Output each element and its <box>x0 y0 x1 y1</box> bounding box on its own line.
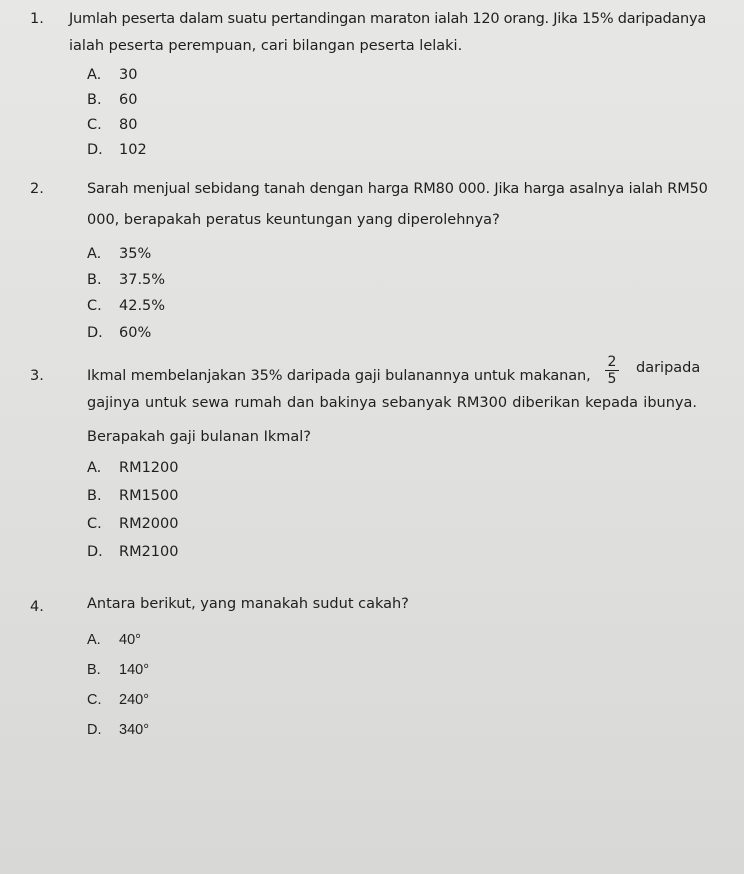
option-text: RM1200 <box>119 460 179 476</box>
answer-option-c[interactable] <box>87 297 165 315</box>
option-letter: C. <box>87 298 102 314</box>
answer-option-a[interactable] <box>87 245 151 263</box>
option-letter: A. <box>87 67 102 83</box>
fraction-two-fifths <box>605 355 619 386</box>
question-text-line: Antara berikut, yang manakah sudut cakah? <box>87 596 409 612</box>
option-text: 140° <box>119 662 149 678</box>
question-text-line: Jumlah peserta dalam suatu pertandingan maraton ialah 120 orang. Jika 15% daripadanya <box>69 11 706 27</box>
answer-option-a[interactable] <box>87 631 141 649</box>
option-text: 102 <box>119 142 147 158</box>
option-letter: B. <box>87 662 101 678</box>
option-letter: A. <box>87 460 102 476</box>
answer-option-b[interactable] <box>87 661 149 679</box>
question-number: 4. <box>30 599 44 615</box>
option-text: 35% <box>119 246 152 262</box>
answer-option-d[interactable] <box>87 141 147 159</box>
question-text-line-end: daripada <box>636 360 701 376</box>
option-letter: C. <box>87 692 102 708</box>
question-number: 1. <box>30 11 44 27</box>
option-letter: C. <box>87 117 102 133</box>
answer-option-c[interactable] <box>87 691 149 709</box>
answer-option-b[interactable] <box>87 91 137 109</box>
option-letter: B. <box>87 488 102 504</box>
option-text: 80 <box>119 117 138 133</box>
question-number: 2. <box>30 181 44 197</box>
option-letter: A. <box>87 632 101 648</box>
option-text: RM2000 <box>119 516 179 532</box>
answer-option-b[interactable] <box>87 271 165 289</box>
answer-option-c[interactable] <box>87 116 137 134</box>
option-text: RM2100 <box>119 544 179 560</box>
fraction-denominator: 5 <box>607 371 617 387</box>
option-text: 40° <box>119 632 141 648</box>
option-text: 60 <box>119 92 138 108</box>
answer-option-b[interactable] <box>87 487 179 505</box>
answer-option-a[interactable] <box>87 459 179 477</box>
question-text-line: ialah peserta perempuan, cari bilangan peserta lelaki. <box>69 38 463 54</box>
option-letter: C. <box>87 516 102 532</box>
option-letter: D. <box>87 722 102 738</box>
answer-option-d[interactable] <box>87 721 149 739</box>
answer-option-c[interactable] <box>87 515 179 533</box>
option-letter: A. <box>87 246 102 262</box>
option-letter: B. <box>87 92 102 108</box>
option-text: 240° <box>119 692 149 708</box>
option-text: 60% <box>119 325 152 341</box>
option-text: 42.5% <box>119 298 166 314</box>
option-letter: D. <box>87 142 103 158</box>
question-text-line: Berapakah gaji bulanan Ikmal? <box>87 429 311 445</box>
question-text-line: 000, berapakah peratus keuntungan yang diperolehnya? <box>87 212 500 228</box>
option-letter: B. <box>87 272 102 288</box>
option-letter: D. <box>87 325 103 341</box>
question-text-line: Ikmal membelanjakan 35% daripada gaji bulanannya untuk makanan, <box>87 368 591 384</box>
answer-option-d[interactable] <box>87 543 179 561</box>
option-text: 30 <box>119 67 138 83</box>
option-text: 340° <box>119 722 149 738</box>
question-number: 3. <box>30 368 44 384</box>
answer-option-d[interactable] <box>87 324 151 342</box>
answer-option-a[interactable] <box>87 66 137 84</box>
option-letter: D. <box>87 544 103 560</box>
question-text-line: Sarah menjual sebidang tanah dengan harga RM80 000. Jika harga asalnya ialah RM50 <box>87 181 708 197</box>
option-text: 37.5% <box>119 272 166 288</box>
option-text: RM1500 <box>119 488 179 504</box>
question-text-line: gajinya untuk sewa rumah dan bakinya sebanyak RM300 diberikan kepada ibunya. <box>87 395 697 411</box>
fraction-numerator: 2 <box>605 355 619 371</box>
